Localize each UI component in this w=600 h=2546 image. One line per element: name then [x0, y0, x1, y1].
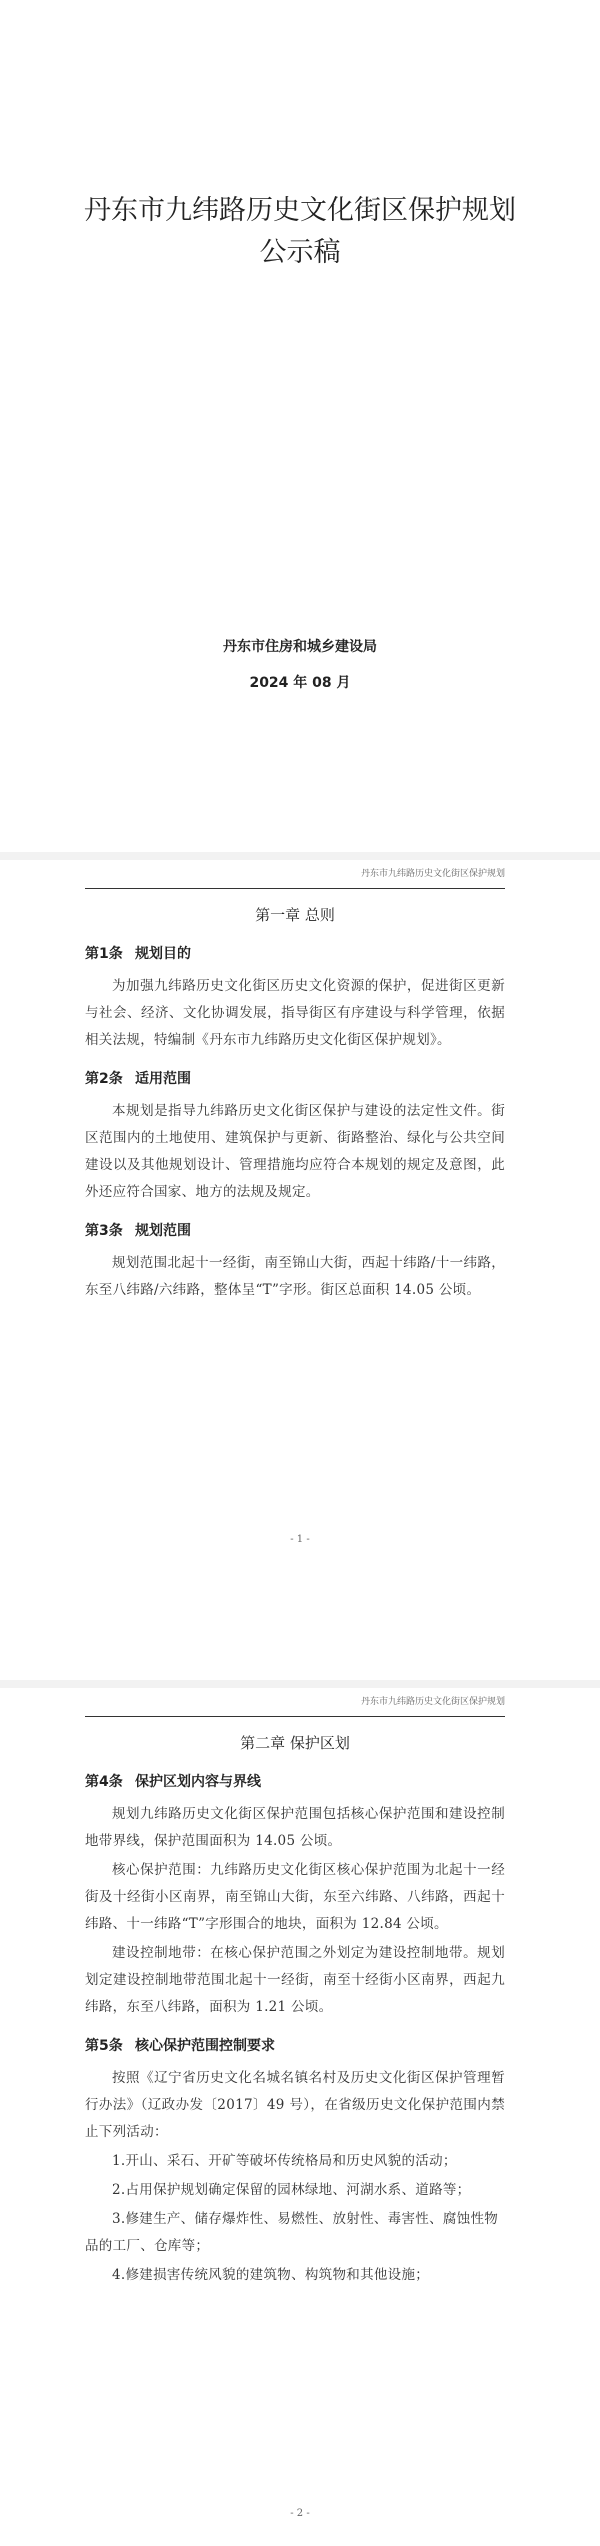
page-number: - 1 - — [290, 1534, 310, 1545]
chapter-2-title: 第二章 保护区划 — [240, 1734, 350, 1752]
article-number: 第2条 — [85, 1071, 123, 1087]
title-line-2: 公示稿 — [259, 237, 341, 268]
article-2-heading — [85, 1068, 505, 1088]
article-5-heading — [85, 2035, 505, 2055]
article-title: 核心保护范围控制要求 — [135, 2038, 275, 2054]
article-5-paragraph: 按照《辽宁省历史文化名城名镇名村及历史文化街区保护管理暂行办法》（辽政办发〔2017〕49 号），在省级历史文化保护范围内禁止下列活动： — [85, 2070, 505, 2140]
document-title — [0, 190, 600, 274]
running-header: 丹东市九纬路历史文化街区保护规划 — [85, 860, 505, 889]
list-item: 2.占用保护规划确定保留的园林绿地、河湖水系、道路等； — [112, 2182, 471, 2198]
article-1-paragraph: 为加强九纬路历史文化街区历史文化资源的保护，促进街区更新与社会、经济、文化协调发展，指导街区有序建设与科学管理，依据相关法规，特编制《丹东市九纬路历史文化街区保护规划》。 — [85, 978, 505, 1048]
page-2 — [0, 1688, 600, 2546]
article-title: 规划范围 — [135, 1223, 191, 1239]
list-item: 3.修建生产、储存爆炸性、易燃性、放射性、毒害性、腐蚀性物品的工厂、仓库等； — [85, 2211, 499, 2254]
article-number: 第4条 — [85, 1774, 123, 1790]
article-4-paragraph: 建设控制地带：在核心保护范围之外划定为建设控制地带。规划划定建设控制地带范围北起十一经街，南至十经街小区南界，西起九纬路，东至八纬路，面积为 1.21 公顷。 — [85, 1945, 505, 2015]
issuing-organization: 丹东市住房和城乡建设局 — [223, 639, 377, 655]
article-4-heading — [85, 1771, 505, 1791]
title-line-1: 丹东市九纬路历史文化街区保护规划 — [84, 195, 516, 226]
issue-date: 2024 年 08 月 — [249, 675, 351, 691]
page-number: - 2 - — [290, 2508, 310, 2519]
article-number: 第5条 — [85, 2038, 123, 2054]
article-title: 适用范围 — [135, 1071, 191, 1087]
article-3-heading — [85, 1220, 505, 1240]
page-2-content — [85, 1732, 505, 2291]
page-1 — [0, 860, 600, 1688]
article-4-paragraph: 核心保护范围：九纬路历史文化街区核心保护范围为北起十一经街及十经街小区南界，南至锦山大街，东至六纬路、八纬路，西起十纬路、十一纬路“T”字形围合的地块，面积为 12.84 公顷。 — [85, 1862, 505, 1932]
page-1-content — [85, 904, 505, 1306]
list-item: 1.开山、采石、开矿等破坏传统格局和历史风貌的活动； — [112, 2153, 457, 2169]
article-title: 保护区划内容与界线 — [135, 1774, 261, 1790]
chapter-1-title: 第一章 总则 — [255, 906, 335, 924]
article-1-heading — [85, 943, 505, 963]
running-header: 丹东市九纬路历史文化街区保护规划 — [85, 1688, 505, 1717]
article-3-paragraph: 规划范围北起十一经街，南至锦山大街，西起十纬路/十一纬路，东至八纬路/六纬路，整体呈“T”字形。街区总面积 14.05 公顷。 — [85, 1255, 505, 1298]
cover-page — [0, 0, 600, 860]
article-number: 第3条 — [85, 1223, 123, 1239]
list-item: 4.修建损害传统风貌的建筑物、构筑物和其他设施； — [112, 2267, 430, 2283]
article-number: 第1条 — [85, 946, 123, 962]
article-2-paragraph: 本规划是指导九纬路历史文化街区保护与建设的法定性文件。街区范围内的土地使用、建筑保护与更新、街路整治、绿化与公共空间建设以及其他规划设计、管理措施均应符合本规划的规定及意图，此外还应符合国家、地方的法规及规定。 — [85, 1103, 505, 1200]
article-4-paragraph: 规划九纬路历史文化街区保护范围包括核心保护范围和建设控制地带界线，保护范围面积为 14.05 公顷。 — [85, 1806, 505, 1849]
article-title: 规划目的 — [135, 946, 191, 962]
